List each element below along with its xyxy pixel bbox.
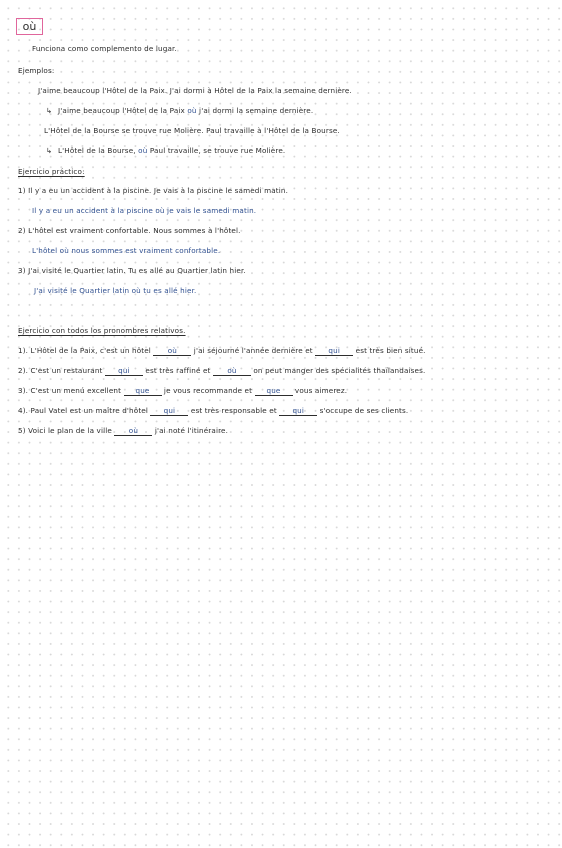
answer-blank: que — [255, 386, 293, 396]
answer-blank: qui — [105, 366, 143, 376]
practice-1-answer: Il y a eu un accident à la piscine où je vais le samedi matin. — [32, 206, 257, 215]
example-2-answer — [46, 146, 285, 156]
exercise-text: je vous recommande et — [161, 386, 255, 395]
exercise-text: 1). L'Hôtel de la Paix, c'est un hôtel — [18, 346, 154, 355]
arrow-icon: ↳ — [46, 146, 53, 155]
exercise-text: est très responsable et — [188, 406, 280, 415]
exercise-text: vous aimerez. — [292, 386, 348, 395]
practice-heading: Ejercicio práctico: — [18, 167, 85, 176]
exercise-item-4 — [18, 406, 408, 416]
answer-blank: que — [124, 386, 162, 396]
exercise-text: est très bien situé. — [353, 346, 426, 355]
practice-2-answer: L'hôtel où nous sommes est vraiment confortable. — [32, 246, 221, 255]
answer-blank: où — [213, 366, 251, 376]
definition-text: Funciona como complemento de lugar. — [32, 44, 177, 53]
exercise-item-2 — [18, 366, 425, 376]
example-2-answer-pre: L'Hôtel de la Bourse, — [58, 146, 139, 155]
example-1-text: J'aime beaucoup l'Hôtel de la Paix. J'ai dormi à Hôtel de la Paix la semaine dernière. — [38, 86, 352, 95]
exercise-text: j'ai séjourné l'année dernière et — [191, 346, 316, 355]
exercise-text: on peut manger des spécialités thaïlandaises. — [250, 366, 426, 375]
practice-3-answer: J'ai visité le Quartier latin où tu es allé hier. — [34, 286, 197, 295]
exercise-text: est très raffiné et — [142, 366, 213, 375]
arrow-icon: ↳ — [46, 106, 53, 115]
practice-3-question: 3) J'ai visité le Quartier latin. Tu es allé au Quartier latin hier. — [18, 266, 246, 275]
relative-pronoun: où — [187, 106, 197, 115]
page-title: où — [16, 18, 43, 35]
practice-1-question: 1) Il y a eu un accident à la piscine. Je vais à la piscine le samedi matin. — [18, 186, 289, 195]
exercise-text: 4). Paul Vatel est un maître d'hôtel — [18, 406, 151, 415]
practice-2-question: 2) L'hôtel est vraiment confortable. Nous sommes à l'hôtel. — [18, 226, 241, 235]
exercise-text: 3). C'est un menú excellent — [18, 386, 124, 395]
exercise-text: 5) Voici le plan de la ville — [18, 426, 115, 435]
exercise-item-5 — [18, 426, 228, 436]
examples-heading: Ejemplos: — [18, 66, 55, 75]
answer-blank: qui — [315, 346, 353, 356]
example-1-answer — [46, 106, 313, 116]
answer-blank: qui — [279, 406, 317, 416]
example-2-answer-post: Paul travaille, se trouve rue Molière. — [147, 146, 286, 155]
example-2-text: L'Hôtel de la Bourse se trouve rue Molière. Paul travaille à l'Hôtel de la Bourse. — [44, 126, 340, 135]
example-1-answer-pre: J'aime beaucoup l'Hôtel de la Paix — [58, 106, 188, 115]
answer-blank: où — [153, 346, 191, 356]
exercise-text: s'occupe de ses clients. — [317, 406, 409, 415]
exercise-item-1 — [18, 346, 426, 356]
relative-pronoun: où — [138, 146, 148, 155]
answer-blank: où — [114, 426, 152, 436]
exercise-text: 2). C'est un restaurant — [18, 366, 105, 375]
exercise-text: j'ai noté l'itinéraire. — [152, 426, 229, 435]
answer-blank: qui — [150, 406, 188, 416]
exercise-item-3 — [18, 386, 347, 396]
exercise-heading: Ejercicio con todos los pronombres relativos. — [18, 326, 186, 335]
example-1-answer-post: j'ai dormi la semaine dernière. — [196, 106, 314, 115]
